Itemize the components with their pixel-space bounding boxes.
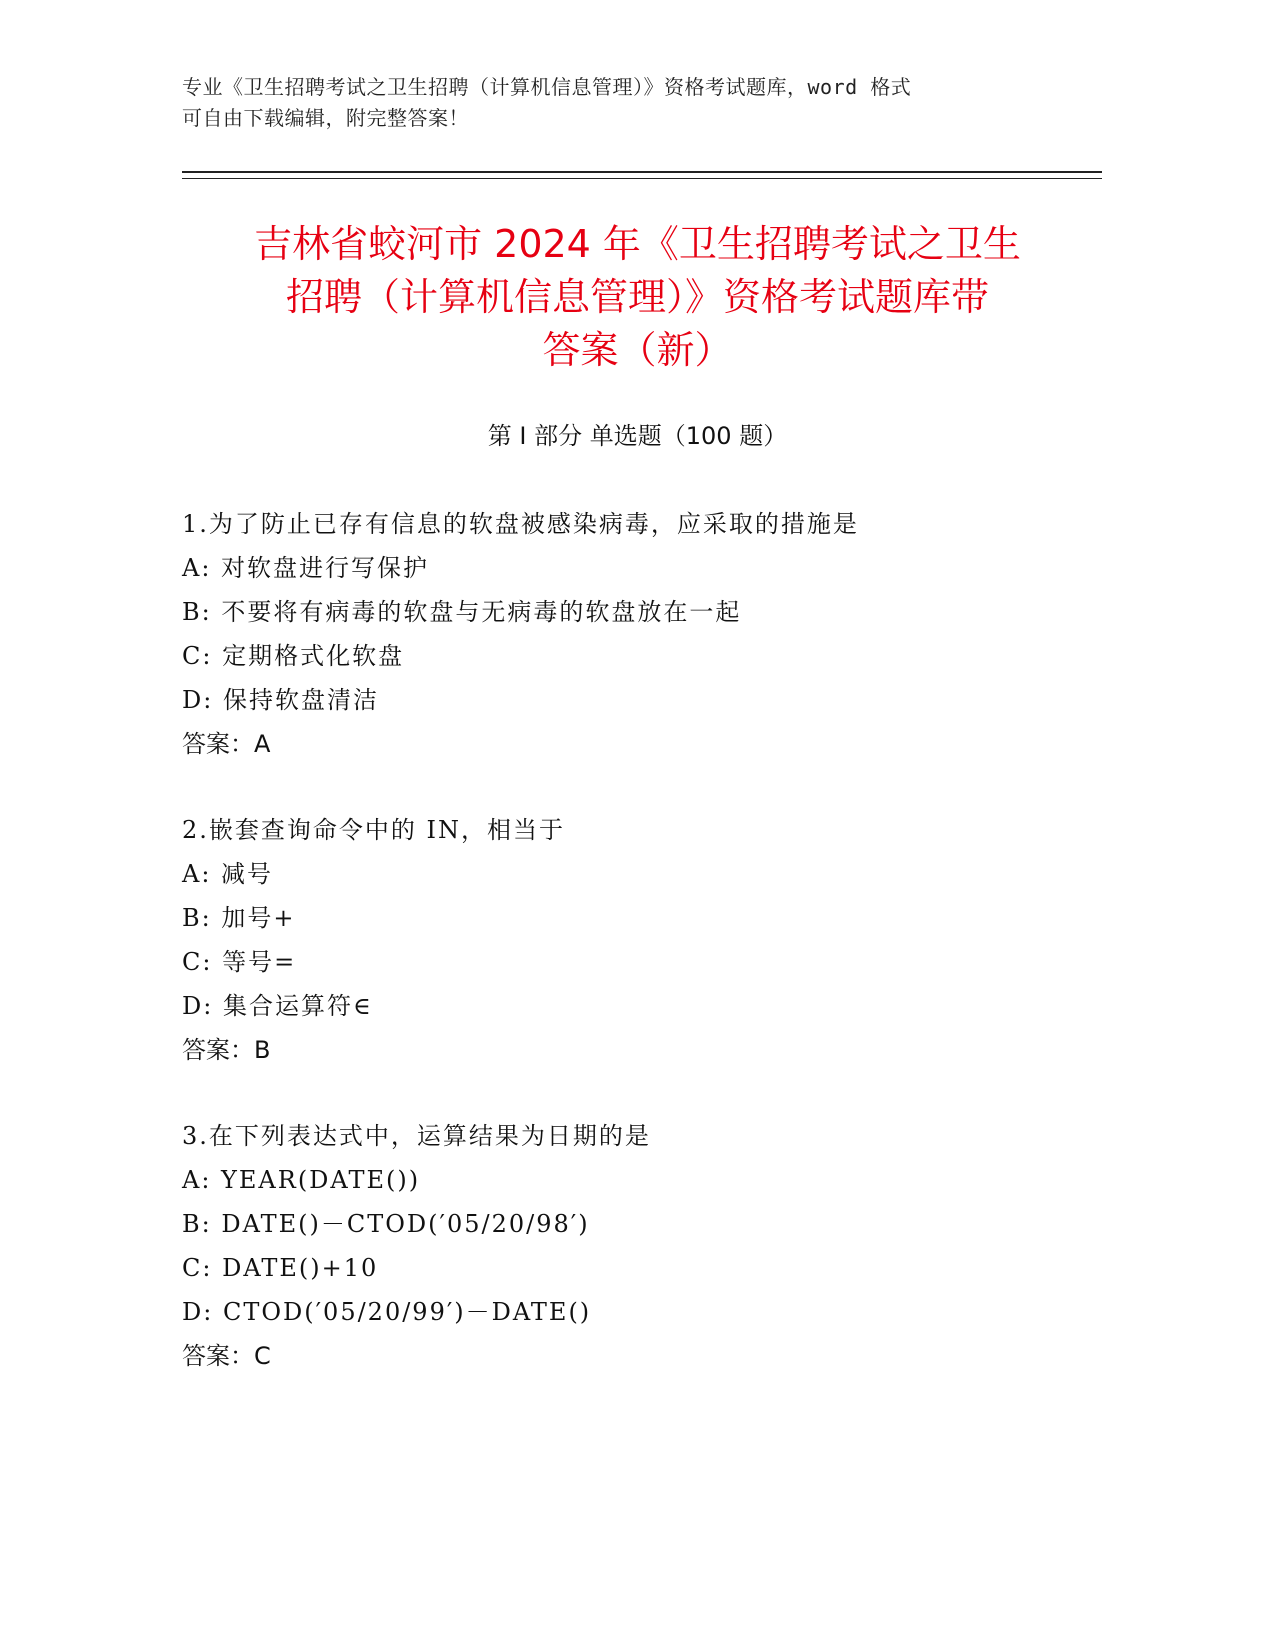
option-a: A: 减号: [182, 860, 274, 888]
header-divider-thin: [182, 178, 1102, 179]
document-title: [140, 218, 1135, 377]
option-a: A: YEAR(DATE()): [182, 1166, 421, 1194]
option-d: D: 集合运算符∈: [182, 992, 373, 1020]
header-note: [182, 72, 1082, 134]
option-b: B: 不要将有病毒的软盘与无病毒的软盘放在一起: [182, 598, 742, 626]
header-divider-thick: [182, 171, 1102, 173]
option-b: B: DATE()－CTOD(′05/20/98′): [182, 1210, 590, 1238]
option-a: A: 对软盘进行写保护: [182, 554, 430, 582]
document-title-line-3: 答案（新）: [542, 328, 733, 372]
header-note-line-2: 可自由下载编辑，附完整答案！: [182, 106, 469, 130]
question-1: [182, 502, 1102, 766]
option-c: C: 等号=: [182, 948, 297, 976]
section-heading: 第 I 部分 单选题（100 题）: [487, 422, 788, 450]
option-d: D: CTOD(′05/20/99′)－DATE(): [182, 1298, 592, 1326]
document-title-line-2: 招聘（计算机信息管理）》资格考试题库带: [285, 275, 989, 319]
question-3: [182, 1114, 1102, 1378]
option-c: C: DATE()+10: [182, 1254, 379, 1282]
option-b: B: 加号+: [182, 904, 296, 932]
option-c: C: 定期格式化软盘: [182, 642, 405, 670]
answer: 答案：A: [182, 730, 271, 758]
question-stem: 1.为了防止已存有信息的软盘被感染病毒，应采取的措施是: [182, 510, 859, 538]
question-stem: 2.嵌套查询命令中的 IN，相当于: [182, 816, 566, 844]
answer: 答案：B: [182, 1036, 271, 1064]
document-title-line-1: 吉林省蛟河市 2024 年《卫生招聘考试之卫生: [254, 222, 1021, 266]
answer: 答案：C: [182, 1342, 271, 1370]
header-note-line-1: 专业《卫生招聘考试之卫生招聘（计算机信息管理）》资格考试题库，word 格式: [182, 75, 912, 99]
option-d: D: 保持软盘清洁: [182, 686, 379, 714]
question-stem: 3.在下列表达式中，运算结果为日期的是: [182, 1122, 651, 1150]
question-2: [182, 808, 1102, 1072]
